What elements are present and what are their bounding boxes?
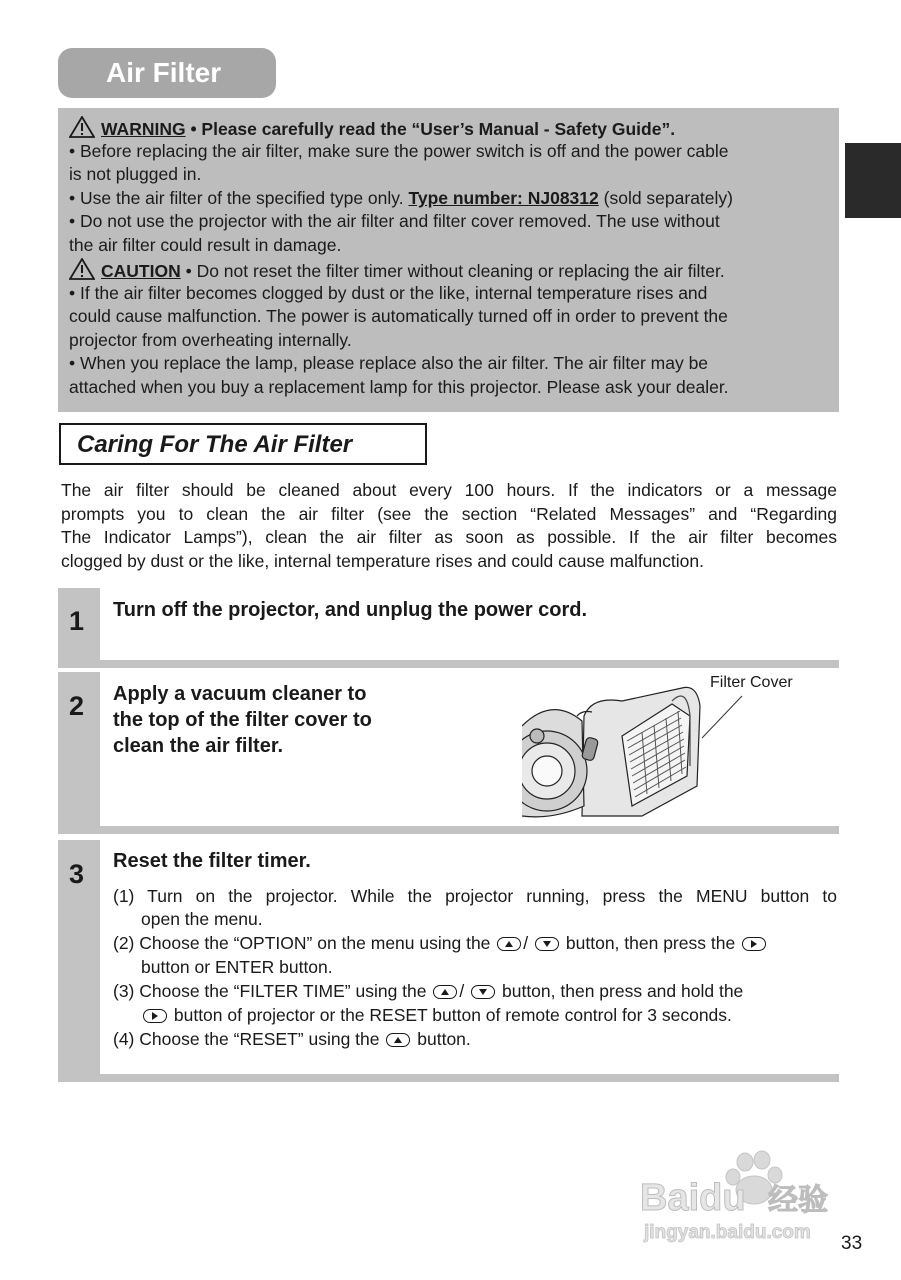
caution-triangle-icon	[69, 258, 95, 280]
projector-filter-illustration	[522, 676, 822, 820]
intro-line: The air filter should be cleaned about every 100 hours. If the indicators or a message	[61, 480, 837, 500]
up-button-icon	[433, 985, 457, 999]
right-button-icon	[742, 937, 766, 951]
step-number: 1	[69, 606, 85, 636]
warning-text: the air filter could result in damage.	[69, 235, 342, 255]
warning-header-line	[69, 116, 675, 140]
caution-text: • If the air filter becomes clogged by dust or the like, internal temperature rises and	[69, 283, 708, 303]
right-button-icon	[143, 1009, 167, 1023]
step-number: 2	[69, 691, 85, 721]
svg-text:Baidu: Baidu	[640, 1177, 746, 1219]
warning-box	[58, 108, 839, 412]
intro-line: The Indicator Lamps”), clean the air filter as soon as possible. If the air filter becomes	[61, 527, 837, 547]
caution-text: projector from overheating internally.	[69, 330, 352, 350]
section-title: Air Filter	[106, 57, 222, 88]
warning-label: WARNING	[101, 119, 186, 139]
caution-text: attached when you buy a replacement lamp for this projector. Please ask your dealer.	[69, 377, 729, 397]
caution-label: CAUTION	[101, 261, 181, 281]
warning-triangle-icon	[69, 116, 95, 138]
step-title: Reset the filter timer.	[113, 850, 311, 872]
step-1	[58, 588, 839, 668]
svg-text:经验: 经验	[768, 1184, 828, 1217]
subsection-title-box	[59, 423, 427, 465]
section-title-badge	[58, 48, 276, 98]
chapter-tab	[845, 143, 901, 218]
filter-cover-callout: Filter Cover	[710, 674, 793, 691]
down-button-icon	[535, 937, 559, 951]
page-number: 33	[841, 1233, 863, 1254]
intro-line: prompts you to clean the air filter (see the section “Related Messages” and “Regarding	[61, 504, 837, 524]
caution-text: could cause malfunction. The power is automatically turned off in order to prevent the	[69, 306, 728, 326]
type-number: Type number: NJ08312	[408, 188, 599, 208]
warning-text: • Before replacing the air filter, make sure the power switch is off and the power cable	[69, 141, 729, 161]
warning-intro: • Please carefully read the “User’s Manual - Safety Guide”.	[185, 119, 676, 139]
warning-text: • Do not use the projector with the air filter and filter cover removed. The use without	[69, 211, 720, 231]
step-title: Apply a vacuum cleaner to the top of the filter cover to clean the air filter.	[113, 683, 372, 757]
reset-step-1: (1) Turn on the projector. While the projector running, press the MENU button to	[113, 886, 837, 906]
warning-text: is not plugged in.	[69, 164, 202, 184]
step-title: Turn off the projector, and unplug the power cord.	[113, 599, 588, 621]
step-divider	[58, 1074, 839, 1082]
intro-line: clogged by dust or the like, internal temperature rises and could cause malfunction.	[61, 551, 704, 571]
step-number: 3	[69, 859, 85, 889]
up-button-icon	[386, 1033, 410, 1047]
subsection-title: Caring For The Air Filter	[77, 431, 353, 458]
reset-step-2-cont: button or ENTER button.	[141, 957, 333, 977]
step-divider	[58, 826, 839, 834]
reset-step-4: (4) Choose the “RESET” using the button.	[113, 1029, 471, 1049]
caution-intro: • Do not reset the filter timer without cleaning or replacing the air filter.	[180, 261, 725, 281]
up-button-icon	[497, 937, 521, 951]
svg-text:jingyan.baidu.com: jingyan.baidu.com	[644, 1222, 811, 1243]
warning-text: • Use the air filter of the specified type only. Type number: NJ08312 (sold separately)	[69, 188, 733, 208]
baidu-jingyan-watermark	[640, 1150, 850, 1245]
caution-text: • When you replace the lamp, please replace also the air filter. The air filter may be	[69, 353, 709, 373]
reset-step-2: (2) Choose the “OPTION” on the menu using the / button, then press the	[113, 931, 768, 955]
reset-step-3: (3) Choose the “FILTER TIME” using the / button, then press and hold the	[113, 981, 744, 1001]
reset-step-1-cont: open the menu.	[141, 909, 263, 929]
reset-step-3-cont: button of projector or the RESET button of remote control for 3 seconds.	[141, 1003, 732, 1027]
caution-header-line	[69, 258, 725, 282]
step-divider	[58, 660, 839, 668]
down-button-icon	[471, 985, 495, 999]
